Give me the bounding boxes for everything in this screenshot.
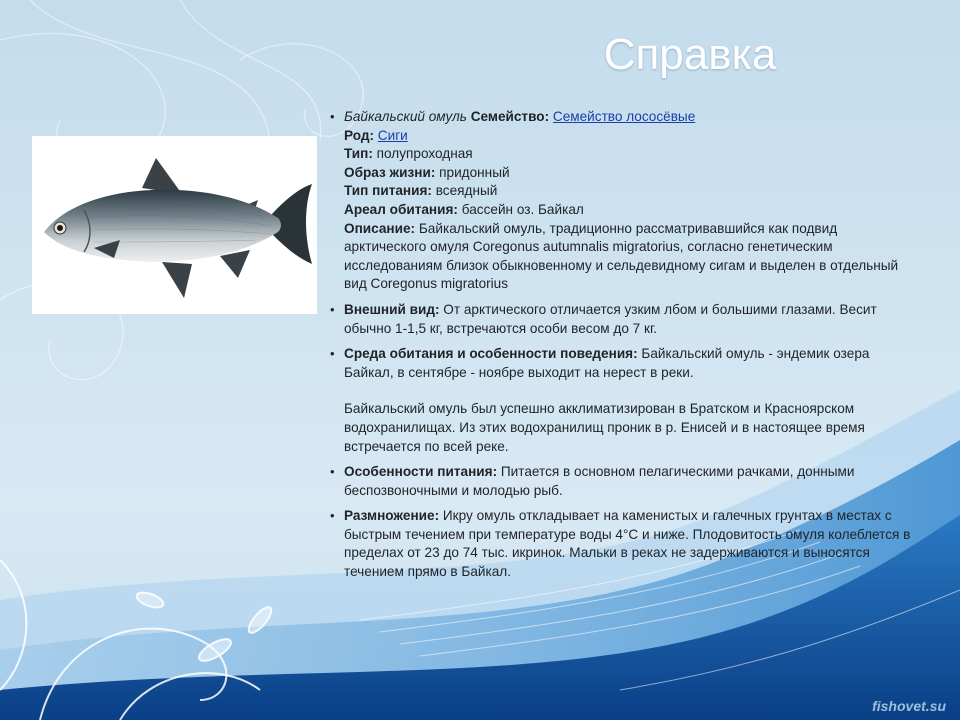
info-list bbox=[330, 108, 914, 582]
species-name: Байкальский омуль bbox=[344, 109, 467, 124]
list-item-appearance bbox=[330, 301, 914, 338]
fish-image bbox=[32, 136, 317, 314]
range-label: Ареал обитания: bbox=[344, 201, 458, 217]
diet-label: Тип питания: bbox=[344, 183, 432, 199]
feeding-label: Особенности питания: bbox=[344, 464, 498, 480]
list-item-reproduction bbox=[330, 507, 914, 581]
family-label: Семейство: bbox=[470, 109, 550, 124]
description-label: Описание: bbox=[344, 220, 416, 236]
description-row bbox=[344, 220, 914, 294]
slide-title: Справка bbox=[603, 30, 777, 79]
list-item-habitat bbox=[330, 345, 914, 456]
feeding-text: Питается в основном пелагическими рачками, донными беспозвоночными и молодью рыб. bbox=[344, 464, 855, 498]
fish-illustration-icon bbox=[32, 136, 317, 314]
habitat-label: Среда обитания и особенности поведения: bbox=[344, 346, 638, 362]
genus-row bbox=[344, 127, 914, 146]
type-value: полупроходная bbox=[376, 146, 473, 162]
bullet: • bbox=[330, 508, 335, 524]
bullet: • bbox=[330, 109, 335, 124]
appearance-text: От арктического отличается узким лбом и большими глазами. Весит обычно 1-1,5 кг, встречаются особи весом до 7 кг. bbox=[344, 301, 877, 336]
diet-value: всеядный bbox=[435, 183, 498, 199]
bullet: • bbox=[330, 464, 335, 480]
paragraph-gap bbox=[344, 382, 914, 400]
habitat-text: Байкальский омуль - эндемик озера Байкал, в сентябре - ноябре выходит на нерест в реки. bbox=[344, 346, 870, 380]
species-row bbox=[344, 108, 914, 127]
lifestyle-label: Образ жизни: bbox=[344, 164, 436, 180]
family-link[interactable]: Семейство лососёвые bbox=[552, 109, 696, 124]
list-item-feeding bbox=[330, 463, 914, 500]
info-content bbox=[330, 108, 914, 589]
type-row bbox=[344, 145, 914, 164]
reproduction-label: Размножение: bbox=[344, 508, 440, 524]
reproduction-text: Икру омуль откладывает на каменистых и галечных грунтах в местах с быстрым течением при температуре воды 4°C и ниже. Плодовитость омуля колеблется в пределах от 23 до 74 тыс. икринок. Мальки в реках не задерживаются и выносятся течением прямо в Байкал. bbox=[344, 508, 911, 580]
range-value: бассейн оз. Байкал bbox=[461, 201, 584, 217]
genus-label: Род: bbox=[344, 127, 375, 143]
description-value: Байкальский омуль, традиционно рассматривавшийся как подвид арктического омуля Coregonus autumnalis migratorius, согласно генетическим исследованиям близок обыкновенному и сельдевидному сигам и выделен в отдельный вид Coregonus migratorius bbox=[344, 220, 899, 292]
watermark: fishovet.su bbox=[872, 698, 946, 714]
lifestyle-value: придонный bbox=[439, 164, 510, 180]
genus-link[interactable]: Сиги bbox=[377, 127, 408, 143]
list-item-intro bbox=[330, 108, 914, 294]
bullet: • bbox=[330, 346, 335, 362]
diet-row bbox=[344, 182, 914, 201]
range-row bbox=[344, 201, 914, 220]
lifestyle-row bbox=[344, 164, 914, 183]
habitat-text-2: Байкальский омуль был успешно акклиматизирован в Братском и Красноярском водохранилищах. Из этих водохранилищ проник в р. Енисей и в настоящее время встречается по всей реке. bbox=[344, 401, 865, 454]
bullet: • bbox=[330, 301, 335, 317]
type-label: Тип: bbox=[344, 146, 373, 162]
appearance-label: Внешний вид: bbox=[344, 301, 440, 317]
